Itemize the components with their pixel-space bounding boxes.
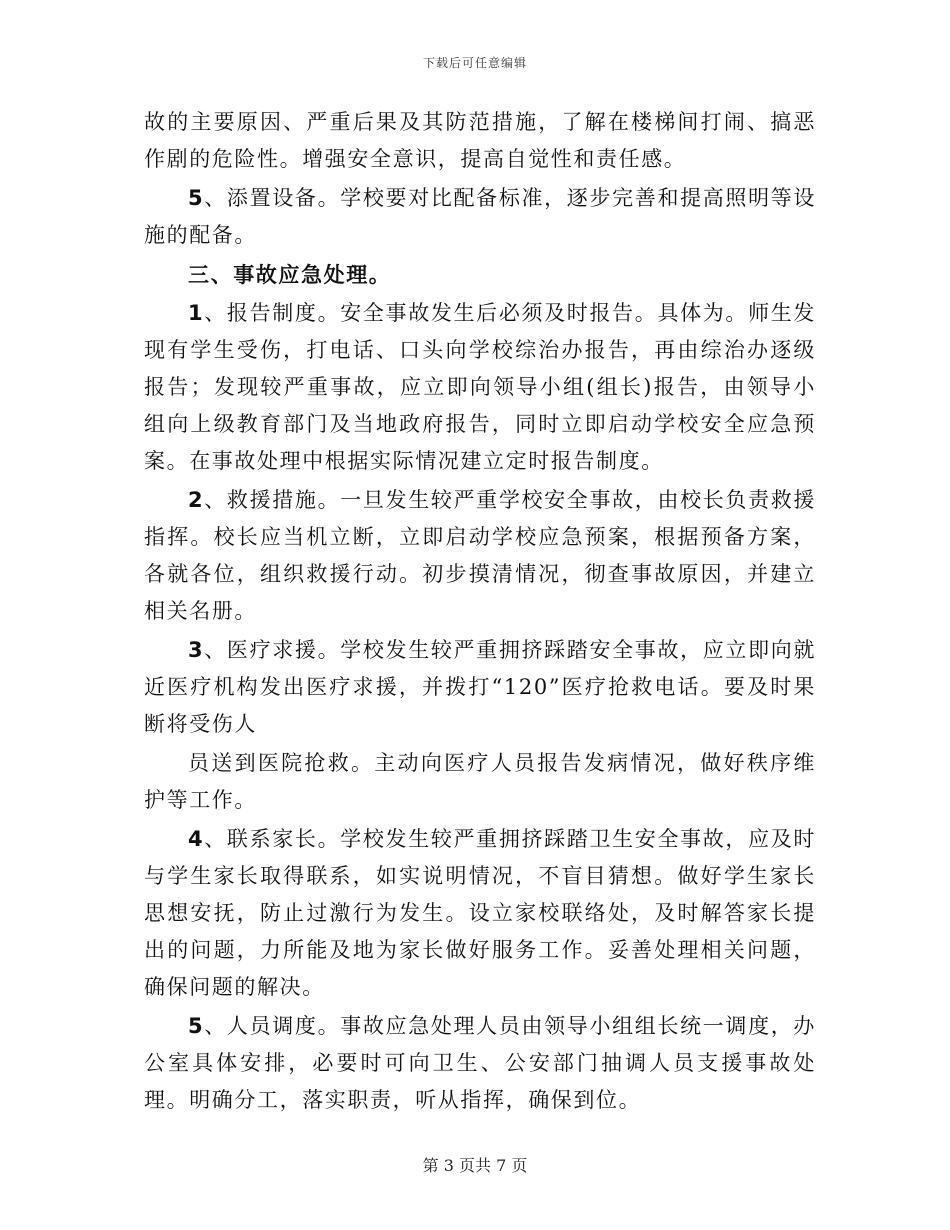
paragraph-item-5-equipment xyxy=(144,180,816,254)
paragraph-item-5-staffing xyxy=(144,1008,816,1119)
item-number: 2 xyxy=(188,488,205,512)
section-heading xyxy=(144,256,816,293)
paragraph-text: 、添置设备。学校要对比配备标准，逐步完善和提高照明等设施的配备。 xyxy=(144,186,816,247)
paragraph-text: 故的主要原因、严重后果及其防范措施，了解在楼梯间打闹、搞恶作剧的危险性。增强安全意识，提高自觉性和责任感。 xyxy=(144,110,816,171)
item-number: 5 xyxy=(188,1014,205,1038)
item-number: 1 xyxy=(188,301,205,325)
paragraph-text: 、联系家长。学校发生较严重拥挤踩踏卫生安全事故，应及时与学生家长取得联系，如实说明情况，不盲目猜想。做好学生家长思想安抚，防止过激行为发生。设立家校联络处，及时解答家长提出的问题，力所能及地为家长做好服务工作。妥善处理相关问题，确保问题的解决。 xyxy=(144,827,816,999)
paragraph-continued xyxy=(144,104,816,178)
item-number: 3 xyxy=(188,638,205,662)
paragraph-text: 、救援措施。一旦发生较严重学校安全事故，由校长负责救援指挥。校长应当机立断，立即启动学校应急预案，根据预备方案，各就各位，组织救援行动。初步摸清情况，彻查事故原因，并建立相关名册。 xyxy=(144,488,816,623)
paragraph-text: 、人员调度。事故应急处理人员由领导小组组长统一调度，办公室具体安排，必要时可向卫生、公安部门抽调人员支援事故处理。明确分工，落实职责，听从指挥，确保到位。 xyxy=(144,1014,816,1112)
heading-text: 三、事故应急处理。 xyxy=(188,262,392,287)
paragraph-text: 、报告制度。安全事故发生后必须及时报告。具体为。师生发现有学生受伤，打电话、口头向学校综治办报告，再由综治办逐级报告；发现较严重事故，应立即向领导小组(组长)报告，由领导小组向上级教育部门及当地政府报告，同时立即启动学校安全应急预案。在事故处理中根据实际情况建立定时报告制度。 xyxy=(144,301,816,473)
paragraph-item-4-parents xyxy=(144,821,816,1006)
paragraph-item-3-medical xyxy=(144,632,816,743)
document-body xyxy=(144,104,816,1121)
item-number: 5 xyxy=(188,186,205,210)
paragraph-item-1-report xyxy=(144,295,816,480)
paragraph-text: 员送到医院抢救。主动向医疗人员报告发病情况，做好秩序维护等工作。 xyxy=(144,751,816,812)
item-number: 4 xyxy=(188,827,205,851)
paragraph-medical-continued xyxy=(144,745,816,819)
page-number-footer: 第 3 页共 7 页 xyxy=(422,1156,528,1175)
paragraph-text: 、医疗求援。学校发生较严重拥挤踩踏安全事故，应立即向就近医疗机构发出医疗求援，并拨打“120”医疗抢救电话。要及时果断将受伤人 xyxy=(144,638,816,736)
paragraph-item-2-rescue xyxy=(144,482,816,630)
page-header: 下载后可任意编辑 xyxy=(422,56,527,70)
